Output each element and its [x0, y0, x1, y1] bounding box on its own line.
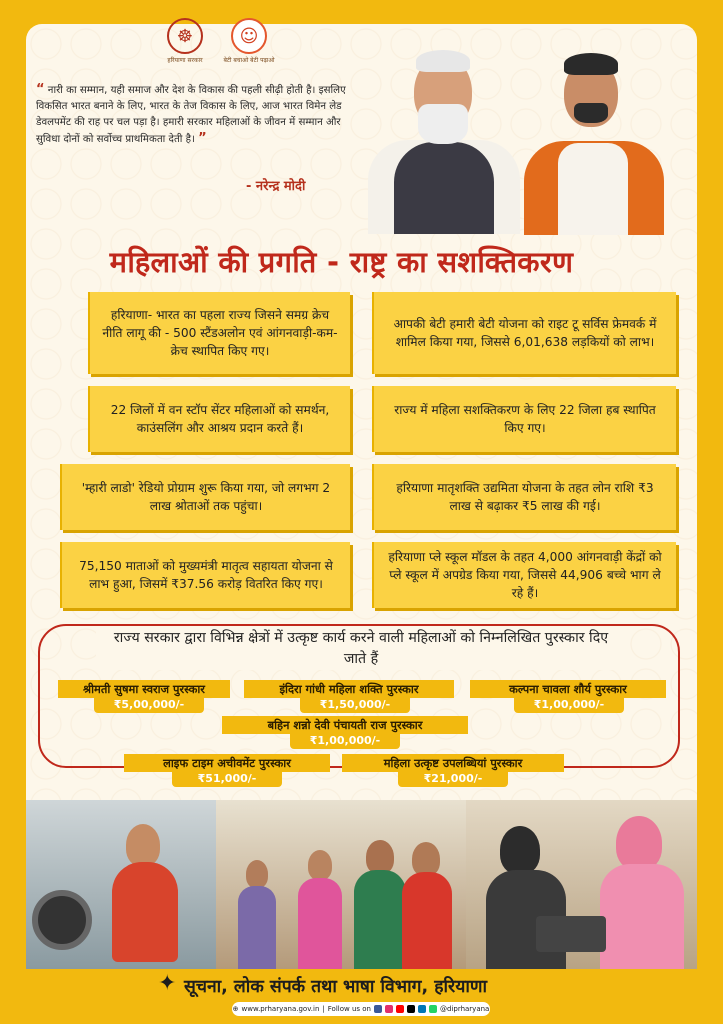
logo-left-caption: हरियाणा सरकार [167, 57, 203, 64]
award-item [342, 754, 564, 788]
award-item [222, 716, 468, 750]
x-icon[interactable] [407, 1005, 415, 1013]
award-item [470, 680, 666, 714]
website-link[interactable]: www.prharyana.gov.in [241, 1005, 320, 1013]
award-name: महिला उत्कृष्ट उपलब्धियां पुरस्कार [342, 754, 564, 772]
linkedin-icon[interactable] [418, 1005, 426, 1013]
pm-quote [36, 82, 358, 148]
awards-heading: राज्य सरकार द्वारा विभिन्न क्षेत्रों में उत्कृष्ट कार्य करने वाली महिलाओं को निम्नलिखित पुरस्कार दिए जाते हैं [96, 628, 626, 670]
department-name: सूचना, लोक संपर्क तथा भाषा विभाग, हरियाणा [184, 977, 488, 997]
photo-bus-driver [26, 800, 216, 969]
photo-women-laptop [466, 800, 697, 969]
achievement-card: हरियाणा प्ले स्कूल मॉडल के तहत 4,000 आंगनवाड़ी केंद्रों को प्ले स्कूल में अपग्रेड किया गया, जिससे 44,906 बच्चे भाग ले रहे हैं। [372, 542, 676, 608]
award-amount: ₹21,000/- [398, 771, 508, 787]
award-item [124, 754, 330, 788]
leader-portrait-right [518, 45, 666, 235]
instagram-icon[interactable] [385, 1005, 393, 1013]
department-logo-icon: ✦ [158, 971, 177, 996]
award-name: लाइफ टाइम अचीवमेंट पुरस्कार [124, 754, 330, 772]
facebook-icon[interactable] [374, 1005, 382, 1013]
award-amount: ₹1,00,000/- [290, 733, 400, 749]
follow-label: Follow us on [327, 1005, 371, 1013]
award-name: श्रीमती सुषमा स्वराज पुरस्कार [58, 680, 230, 698]
achievement-card: हरियाणा- भारत का पहला राज्य जिसने समग्र क्रेच नीति लागू की - 500 स्टैंडअलोन एवं आंगनवाड़ी-कम-क्रेच स्थापित किए गए। [88, 292, 350, 374]
achievement-card: 'म्हारी लाडो' रेडियो प्रोग्राम शुरू किया गया, जो लगभग 2 लाख श्रोताओं तक पहुंचा। [60, 464, 350, 530]
photo-women-voters [216, 800, 466, 969]
quote-author: - नरेन्द्र मोदी [246, 179, 306, 194]
achievement-card: 22 जिलों में वन स्टॉप सेंटर महिलाओं को समर्थन, काउंसलिंग और आश्रय प्रदान करते हैं। [88, 386, 350, 452]
achievement-card: आपकी बेटी हमारी बेटी योजना को राइट टू सर्विस फ्रेमवर्क में शामिल किया गया, जिससे 6,01,638 लड़कियों को लाभ। [372, 292, 676, 374]
leader-portrait-left [358, 22, 528, 234]
achievement-card: 75,150 माताओं को मुख्यमंत्री मातृत्व सहायता योजना से लाभ हुआ, जिसमें ₹37.56 करोड़ वितरित किए गए। [60, 542, 350, 608]
award-amount: ₹1,50,000/- [300, 697, 410, 713]
globe-icon: ⊕ [232, 1005, 239, 1013]
quote-text: नारी का सम्मान, यही समाज और देश के विकास की पहली सीढ़ी होती है। इसलिए विकसित भारत बनाने के लिए, भारत के तेज विकास के लिए, आज भारत विमेन लेड डेवलपमेंट की राह पर चल पड़ा है। हमारी सरकार महिलाओं के जीवन में सम्मान और सुविधा दोनों को सर्वोच्च प्राथमिकता देती है। [36, 85, 346, 145]
handle-text[interactable]: @diprharyana [439, 1005, 490, 1013]
beti-bachao-logo [223, 18, 275, 66]
divider: | [322, 1005, 325, 1013]
award-name: बहिन शन्नो देवी पंचायती राज पुरस्कार [222, 716, 468, 734]
footer-links-bar [232, 1002, 490, 1016]
award-name: इंदिरा गांधी महिला शक्ति पुरस्कार [244, 680, 454, 698]
haryana-govt-logo [164, 18, 206, 66]
achievement-card: राज्य में महिला सशक्तिकरण के लिए 22 जिला हब स्थापित किए गए। [372, 386, 676, 452]
youtube-icon[interactable] [396, 1005, 404, 1013]
award-name: कल्पना चावला शौर्य पुरस्कार [470, 680, 666, 698]
logo-right-caption: बेटी बचाओ बेटी पढ़ाओ [223, 57, 275, 64]
page-title: महिलाओं की प्रगति - राष्ट्र का सशक्तिकरण [109, 245, 574, 279]
quote-open-mark: “ [36, 82, 45, 97]
main-heading [44, 236, 639, 288]
award-amount: ₹1,00,000/- [514, 697, 624, 713]
whatsapp-icon[interactable] [429, 1005, 437, 1013]
quote-close-mark: ” [198, 131, 207, 146]
photo-collage [26, 800, 697, 969]
achievement-card: हरियाणा मातृशक्ति उद्यमिता योजना के तहत लोन राशि ₹3 लाख से बढ़ाकर ₹5 लाख की गई। [372, 464, 676, 530]
emblem-icon: ☸ [167, 18, 203, 54]
award-item [58, 680, 230, 714]
award-amount: ₹51,000/- [172, 771, 282, 787]
award-item [244, 680, 454, 714]
girl-icon: ☺ [231, 18, 267, 54]
award-amount: ₹5,00,000/- [94, 697, 204, 713]
